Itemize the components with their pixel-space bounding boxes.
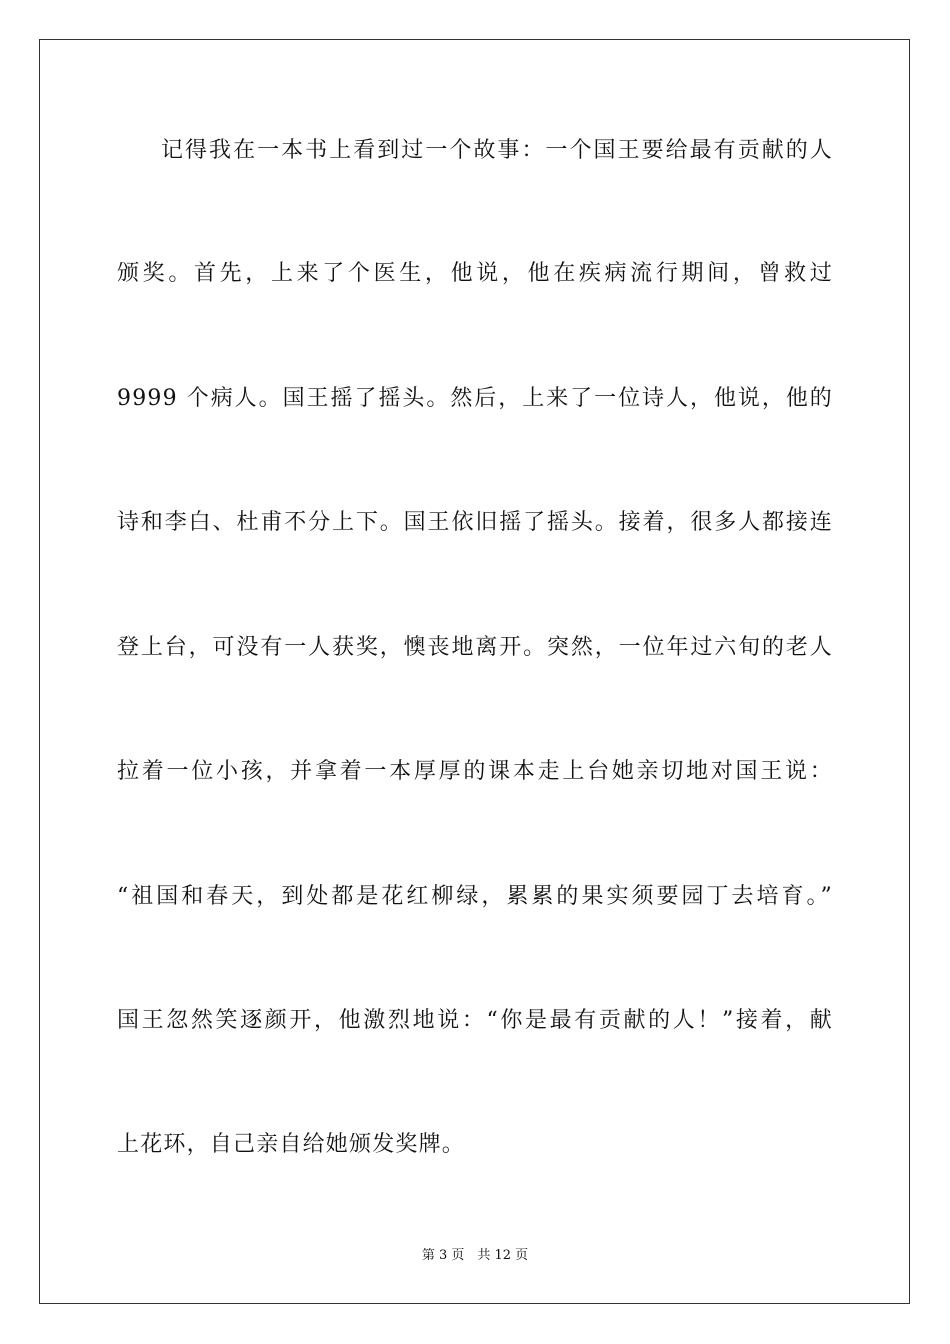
paragraph-line-1: 记得我在一本书上看到过一个故事：一个国王要给最有贡献的人 <box>161 138 833 163</box>
paragraph-line-2: 颁奖。首先，上来了个医生，他说，他在疾病流行期间，曾救过 <box>117 261 833 286</box>
paragraph-line-3: 9999 个病人。国王摇了摇头。然后，上来了一位诗人，他说，他的 <box>117 386 833 411</box>
paragraph-line-6: 拉着一位小孩，并拿着一本厚厚的课本走上台她亲切地对国王说： <box>117 759 833 784</box>
paragraph-line-4: 诗和李白、杜甫不分上下。国王依旧摇了摇头。接着，很多人都接连 <box>117 510 833 535</box>
page-border <box>39 39 910 1304</box>
paragraph-line-7: “祖国和春天，到处都是花红柳绿，累累的果实须要园丁去培育。” <box>117 884 833 909</box>
paragraph-line-9: 上花环，自己亲自给她颁发奖牌。 <box>117 1132 466 1157</box>
paragraph-line-5: 登上台，可没有一人获奖，懊丧地离开。突然，一位年过六旬的老人 <box>117 635 833 660</box>
paragraph-line-8: 国王忽然笑逐颜开，他激烈地说：“你是最有贡献的人！”接着，献 <box>117 1008 833 1033</box>
page-number-footer: 第 3 页 共 12 页 <box>421 1248 529 1263</box>
